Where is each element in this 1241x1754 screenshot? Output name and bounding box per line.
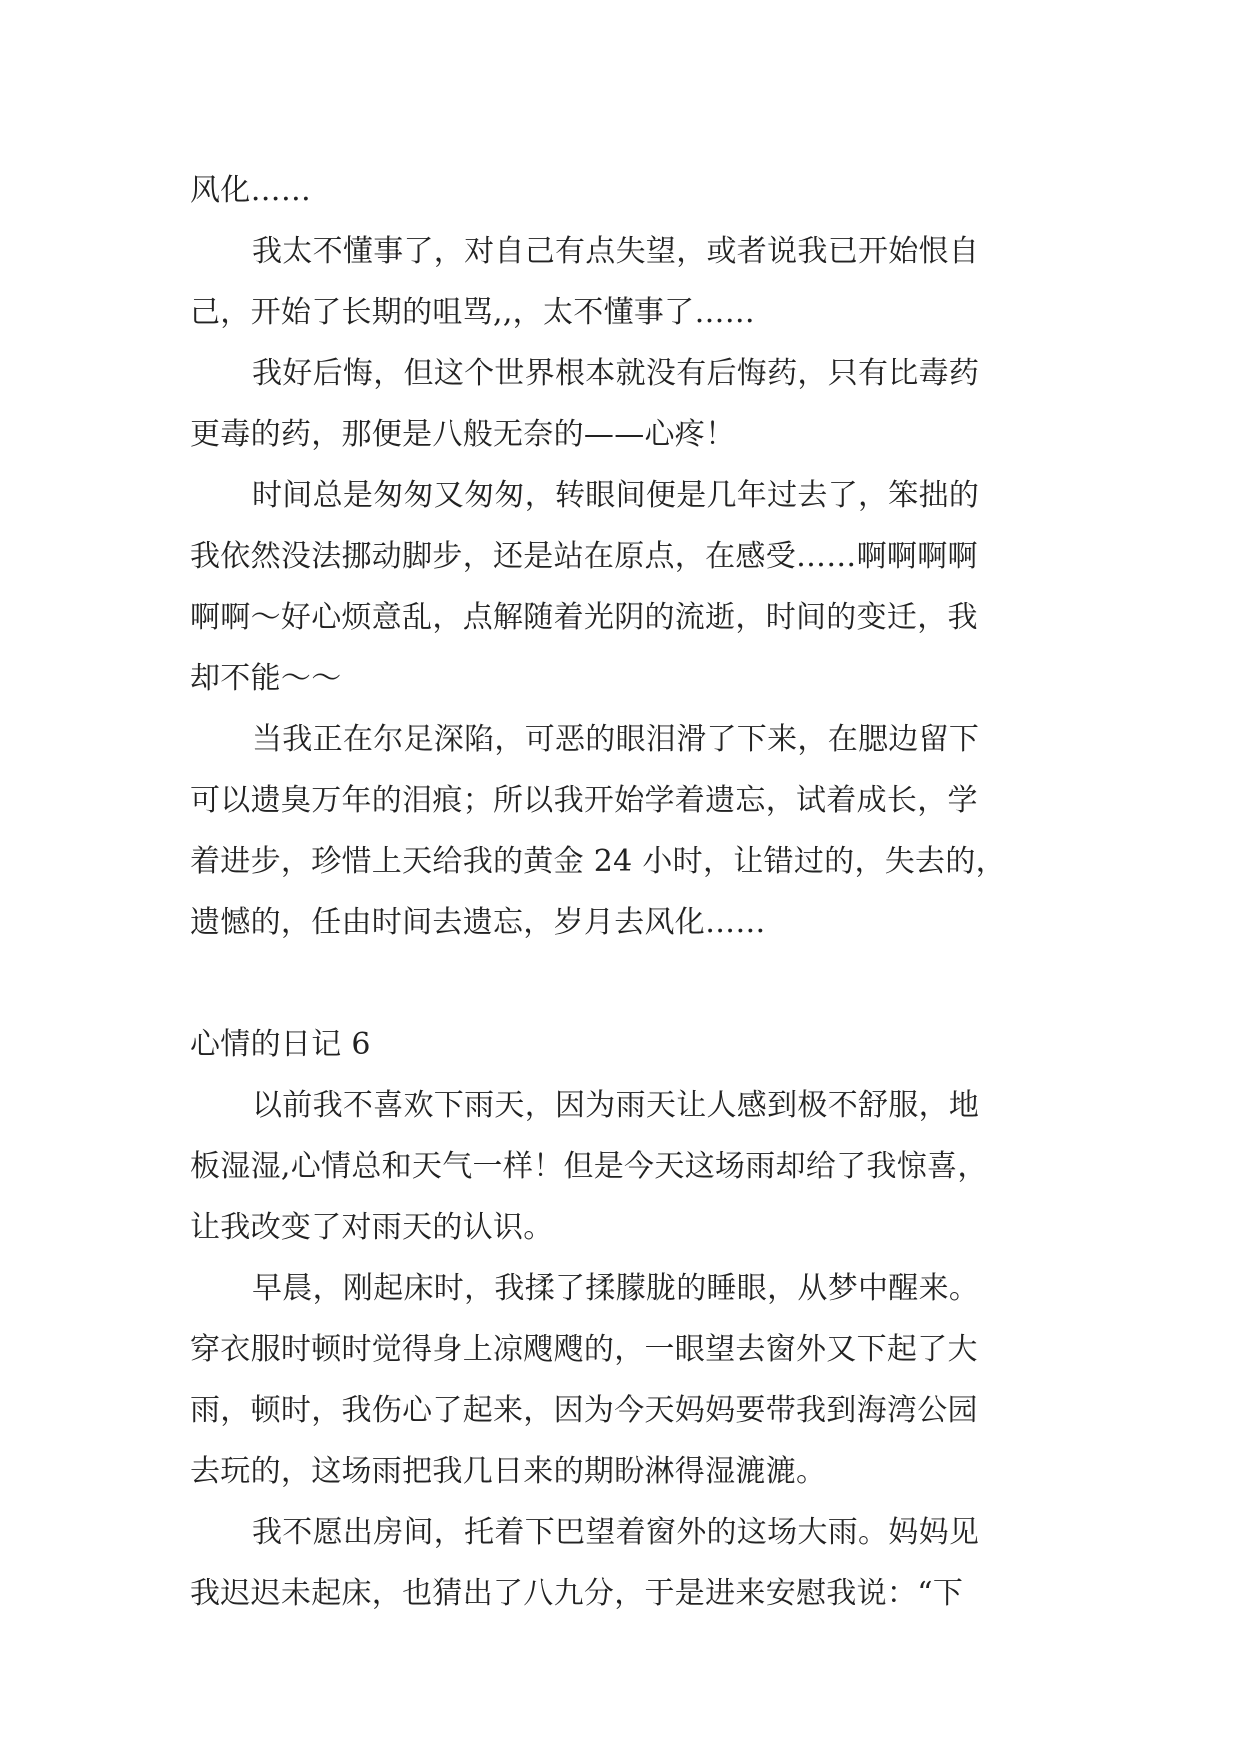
paragraph-line: 我迟迟未起床，也猜出了八九分，于是进来安慰我说：“下 <box>190 1576 964 1611</box>
section-heading: 心情的日记 6 <box>190 1027 371 1062</box>
paragraph-line: 穿衣服时顿时觉得身上凉飕飕的，一眼望去窗外又下起了大 <box>190 1332 978 1367</box>
paragraph-line: 己，开始了长期的咀骂,,，太不懂事了…… <box>190 295 756 330</box>
paragraph-line: 去玩的，这场雨把我几日来的期盼淋得湿漉漉。 <box>190 1454 827 1489</box>
paragraph-line: 雨，顿时，我伤心了起来，因为今天妈妈要带我到海湾公园 <box>190 1393 978 1428</box>
paragraph-line: 风化…… <box>190 173 312 208</box>
section-gap <box>190 953 1050 1014</box>
paragraph-line: 让我改变了对雨天的认识。 <box>190 1210 554 1245</box>
document-body <box>190 160 1050 1624</box>
paragraph-line: 板湿湿,心情总和天气一样！但是今天这场雨却给了我惊喜， <box>190 1149 988 1184</box>
paragraph-line: 早晨，刚起床时，我揉了揉朦胧的睡眼，从梦中醒来。 <box>252 1271 980 1306</box>
paragraph-line: 当我正在尔足深陷，可恶的眼泪滑了下来，在腮边留下 <box>252 722 980 757</box>
paragraph-line: 却不能～～ <box>190 661 342 696</box>
paragraph-line: 我太不懂事了，对自己有点失望，或者说我已开始恨自 <box>252 234 980 269</box>
paragraph-line: 以前我不喜欢下雨天，因为雨天让人感到极不舒服，地 <box>252 1088 980 1123</box>
paragraph-line: 遗憾的，任由时间去遗忘，岁月去风化…… <box>190 905 766 940</box>
paragraph-line: 着进步，珍惜上天给我的黄金 24 小时，让错过的，失去的， <box>190 844 1006 879</box>
paragraph-line: 我好后悔，但这个世界根本就没有后悔药，只有比毒药 <box>252 356 980 391</box>
paragraph-line: 可以遗臭万年的泪痕；所以我开始学着遗忘，试着成长，学 <box>190 783 978 818</box>
paragraph-line: 时间总是匆匆又匆匆，转眼间便是几年过去了，笨拙的 <box>252 478 980 513</box>
paragraph-line: 我依然没法挪动脚步，还是站在原点，在感受……啊啊啊啊 <box>190 539 978 574</box>
paragraph-line: 我不愿出房间，托着下巴望着窗外的这场大雨。妈妈见 <box>252 1515 980 1550</box>
paragraph-line: 啊啊～好心烦意乱，点解随着光阴的流逝，时间的变迁，我 <box>190 600 978 635</box>
paragraph-line: 更毒的药，那便是八般无奈的——心疼！ <box>190 417 736 452</box>
